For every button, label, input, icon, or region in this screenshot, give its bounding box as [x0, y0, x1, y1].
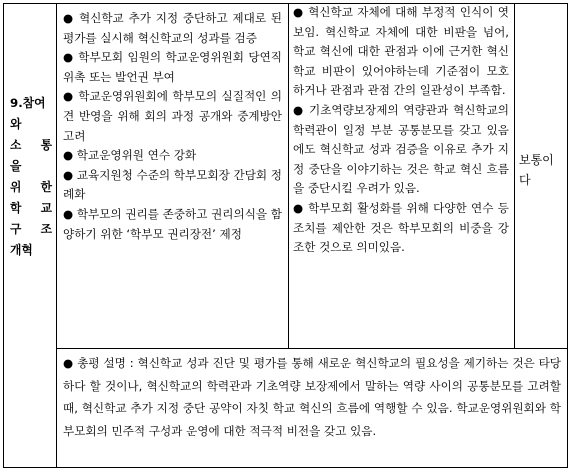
summary-cell: ● 총평 설명 : 혁신학교 성과 진단 및 평가를 통해 새로운 혁신학교의 필요성을 제기하는 것은 타당하다 할 것이나, 혁신학교의 학력관과 기초역량 보장제에서 말하는 역량 사이의 공통분모를 고려할 때, 혁신학교 추가 지정 중단 공약이 자칫 학교 혁신의 흐름에 역행할 수 있음. 학교운영위원회와 학부모회의 민주적 구성과 운영에 대한 적극적 비전을 갖고 있음. — [63, 356, 561, 438]
category-line: 와 — [10, 116, 22, 131]
review-content-cell — [293, 3, 509, 258]
pledge-item: ● 교육지원청 수준의 학부모회장 간담회 정례화 — [63, 167, 282, 202]
pledge-content-cell — [63, 9, 282, 244]
pledge-item: ● 학부모의 권리를 존중하고 권리의식을 함양하기 위한 ‘학부모 권리장전’ 제정 — [63, 206, 282, 241]
col-divider-3 — [514, 4, 515, 349]
pledge-item: ● 학교운영위원 연수 강화 — [63, 148, 197, 163]
pledge-item: ● 학교운영위원회에 학부모의 실질적인 의견 반영을 위해 회의 과정 공개와 중계방안 고려 — [63, 89, 282, 143]
pledge-item: ● 혁신학교 추가 지정 중단하고 제대로 된 평가를 실시해 혁신학교의 성과를 검증 — [63, 11, 282, 45]
category-line: 학 교 — [10, 200, 52, 215]
category-line: 9.참여 — [10, 95, 46, 110]
category-line: 소 통 — [10, 137, 52, 152]
category-line: 위 한 — [10, 179, 52, 194]
review-item: ● 혁신학교 자체에 대해 부정적 인식이 엿보임. 혁신학교 자체에 대한 비판을 넘어, 학교 혁신에 대한 관점과 이에 근거한 혁신학교 비판이 있어야하는데 기준점이 모호하거나 관점과 관점 간의 일관성이 부족함. — [293, 5, 509, 98]
pledge-item: ● 학부모회 임원의 학교운영위원회 당연직 위촉 또는 발언권 부여 — [63, 50, 282, 84]
category-line: 을 — [10, 158, 22, 173]
category-cell — [5, 5, 57, 348]
category-line: 개혁 — [10, 242, 33, 257]
col-divider-2 — [288, 4, 289, 349]
review-item: ● 기초역량보장제의 역량관과 혁신학교의 학력관이 일정 부분 공통분모를 갖고 있음에도 혁신학교 성과 검증을 이유로 추가 지정 중단을 이야기하는 것은 학교 혁신 흐름을 중단시킬 우려가 있음. — [293, 102, 509, 196]
evaluation-table — [3, 3, 568, 468]
row-divider — [56, 348, 567, 349]
rating-cell: 보통이다 — [519, 153, 554, 187]
category-line: 구 조 — [10, 221, 52, 236]
review-item: ● 학부모회 활성화를 위해 다양한 연수 등 조치를 제안한 것은 학부모회의 비중을 강조한 것으로 의미있음. — [293, 200, 509, 255]
